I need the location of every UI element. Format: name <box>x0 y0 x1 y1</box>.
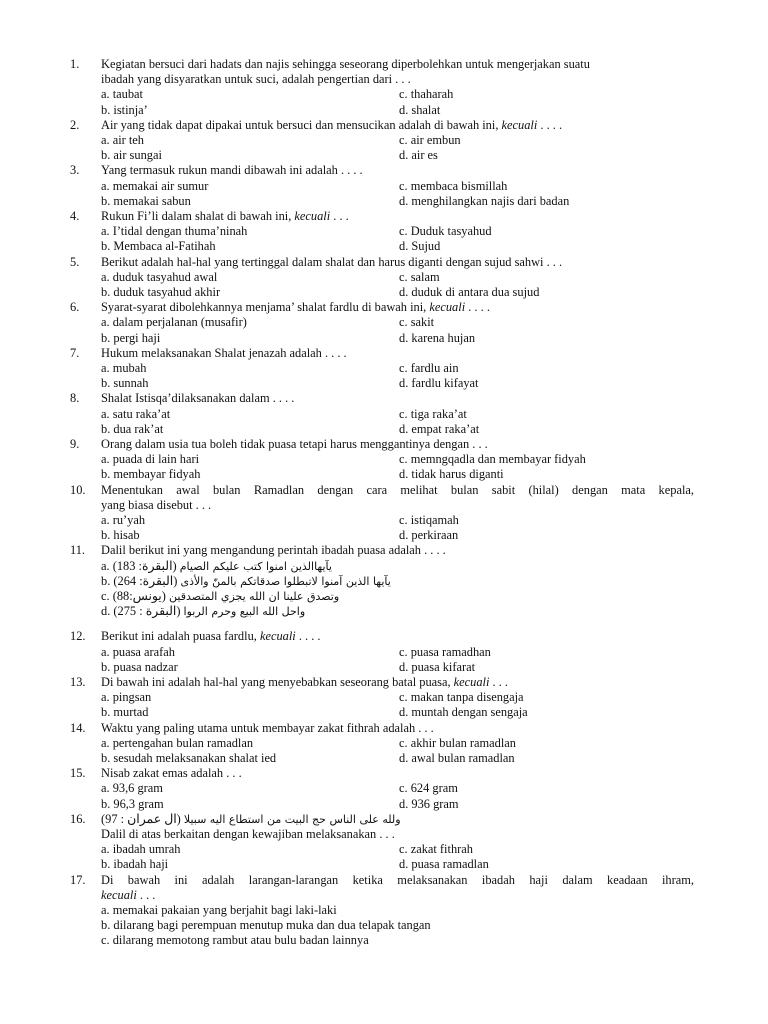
answer-option: d. karena hujan <box>399 330 476 345</box>
question-text-part: Dalil berikut ini yang mengandung perintah ibadah puasa adalah . . . . <box>101 543 446 558</box>
verse-reference: c. (88:يونس) <box>101 589 169 603</box>
answer-option: b. sunnah <box>101 376 149 391</box>
question-text <box>101 766 242 781</box>
question-text <box>101 72 411 87</box>
question-text-part: yang biasa disebut . . . <box>101 497 212 512</box>
question-text-part: Shalat Istisqa’dilaksanakan dalam . . . . <box>101 391 295 406</box>
verse-reference: d. (275 : البقرة) <box>101 604 184 619</box>
question-ellipsis: . . . <box>330 209 349 223</box>
question-number: 8. <box>70 391 80 406</box>
question-text <box>101 888 155 903</box>
answer-option: d. puasa ramadlan <box>399 857 489 872</box>
question-ellipsis: . . . . <box>537 117 563 132</box>
kecuali-emphasis: kecuali <box>453 675 490 689</box>
answer-option: c. memngqadla dan membayar fidyah <box>399 452 586 467</box>
verse-reference: a. (183 :البقرة) <box>101 558 180 573</box>
kecuali-emphasis: kecuali <box>429 300 466 315</box>
question-number: 11. <box>70 543 86 558</box>
question-text <box>101 255 562 270</box>
answer-option: b. ibadah haji <box>101 857 169 872</box>
question-text <box>101 163 363 178</box>
answer-option: c. salam <box>399 269 440 284</box>
question-number: 1. <box>70 57 80 71</box>
answer-option: d. puasa kifarat <box>399 659 476 674</box>
answer-option: c. makan tanpa disengaja <box>399 690 524 705</box>
question-text <box>101 827 395 842</box>
answer-option: b. dua rak’at <box>101 421 164 436</box>
answer-option: c. zakat fithrah <box>399 842 473 857</box>
answer-option: a. taubat <box>101 87 143 102</box>
arabic-verse: وتصدق علينا ان الله يجزي المتصدقين <box>169 590 340 603</box>
arabic-verse: يآيها الذين آمنوا لاتبطلوا صدقاتكم بالمنّ والأذى <box>180 574 391 588</box>
answer-option: d. 936 gram <box>399 796 459 811</box>
question-number: 10. <box>70 482 86 497</box>
question-ellipsis: . . . . <box>465 300 490 315</box>
question-text <box>101 543 446 558</box>
arabic-verse: يآيهاالذين امنوا كتب عليكم الصيام <box>179 559 332 573</box>
question-ellipsis: . . . <box>136 887 156 902</box>
answer-option: b. duduk tasyahud akhir <box>101 285 221 299</box>
answer-option: a. satu raka’at <box>101 406 171 421</box>
question-number: 16. <box>70 811 86 826</box>
answer-option: c. puasa ramadhan <box>399 644 491 659</box>
answer-option: a. dalam perjalanan (musafir) <box>101 315 247 330</box>
question-text <box>101 873 694 888</box>
answer-option: b. membayar fidyah <box>101 467 201 482</box>
question-text <box>101 57 590 72</box>
verse-reference: (97 : ال عمران) <box>101 811 184 826</box>
answer-option: a. puasa arafah <box>101 644 175 659</box>
question-number: 2. <box>70 117 80 132</box>
answer-option: d. Sujud <box>399 239 441 254</box>
question-number: 17. <box>70 872 86 887</box>
answer-option: a. mubah <box>101 361 147 375</box>
answer-option: d. menghilangkan najis dari badan <box>399 193 570 208</box>
question-ellipsis: . . . <box>489 675 509 689</box>
question-text <box>101 437 488 452</box>
question-text <box>101 300 490 315</box>
answer-option: a. pingsan <box>101 690 152 705</box>
answer-option: b. 96,3 gram <box>101 796 164 811</box>
answer-option: b. sesudah melaksanakan shalat ied <box>101 751 277 765</box>
kecuali-emphasis: kecuali <box>259 629 296 644</box>
answer-option: b. dilarang bagi perempuan menutup muka dan dua telapak tangan <box>101 918 431 933</box>
answer-option <box>101 589 339 604</box>
question-text <box>101 118 562 133</box>
answer-option: d. muntah dengan sengaja <box>399 705 528 720</box>
question-number: 9. <box>70 437 80 451</box>
answer-option: c. dilarang memotong rambut atau bulu badan lainnya <box>101 933 369 948</box>
question-text-part: Menentukan awal bulan Ramadlan dengan cara melihat bulan sabit (hilal) dengan mata kepala, <box>101 482 694 497</box>
answer-option: b. istinja’ <box>101 102 148 117</box>
answer-option: d. air es <box>399 148 438 163</box>
answer-option: d. shalat <box>399 102 441 117</box>
answer-option: c. air embun <box>399 133 461 147</box>
arabic-verse-line <box>101 812 401 827</box>
question-text-part: Di bawah ini adalah hal-hal yang menyebabkan seseorang batal puasa, <box>101 675 454 689</box>
answer-option: c. sakit <box>399 315 435 330</box>
arabic-verse: ولله على الناس حج البيت من استطاع اليه سبيلا <box>183 812 401 826</box>
answer-option: b. murtad <box>101 705 149 720</box>
answer-option: c. tiga raka’at <box>399 406 467 421</box>
answer-option <box>101 559 332 574</box>
kecuali-emphasis: kecuali <box>101 887 137 902</box>
answer-option: c. Duduk tasyahud <box>399 224 492 239</box>
question-text <box>101 721 434 736</box>
question-text-part: Nisab zakat emas adalah . . . <box>101 766 242 781</box>
answer-option <box>101 604 305 619</box>
question-text-part: Hukum melaksanakan Shalat jenazah adalah . . . . <box>101 345 347 360</box>
answer-option: d. duduk di antara dua sujud <box>399 285 540 299</box>
question-number: 5. <box>70 254 80 269</box>
question-number: 15. <box>70 766 86 781</box>
question-text-part: Di bawah ini adalah larangan-larangan ketika melaksanakan ibadah haji dalam keadaan ihram, <box>101 872 694 887</box>
answer-option: a. puada di lain hari <box>101 452 200 467</box>
question-text <box>101 629 321 644</box>
question-text-part: Kegiatan bersuci dari hadats dan najis sehingga seseorang diperbolehkan untuk mengerjakan suatu <box>101 57 590 71</box>
question-number: 7. <box>70 345 80 360</box>
question-text-part: Orang dalam usia tua boleh tidak puasa tetapi harus menggantinya dengan . . . <box>101 437 488 451</box>
answer-option: b. puasa nadzar <box>101 659 178 674</box>
question-text <box>101 483 694 498</box>
question-text <box>101 498 211 513</box>
answer-option: c. fardlu ain <box>399 361 459 375</box>
kecuali-emphasis: kecuali <box>501 117 538 132</box>
question-number: 13. <box>70 675 86 689</box>
question-text-part: Air yang tidak dapat dipakai untuk bersuci dan mensucikan adalah di bawah ini, <box>101 117 502 132</box>
verse-reference: b. (264 :البقرة) <box>101 573 181 588</box>
answer-option: b. hisab <box>101 528 140 543</box>
answer-option: c. thaharah <box>399 87 454 102</box>
answer-option: d. tidak harus diganti <box>399 467 504 482</box>
arabic-verse: واحل الله البيع وحرم الربوا <box>183 605 306 619</box>
question-text-part: Berikut ini adalah puasa fardlu, <box>101 629 260 644</box>
question-number: 12. <box>70 629 86 644</box>
question-number: 14. <box>70 720 86 735</box>
answer-option: d. perkiraan <box>399 528 459 543</box>
answer-option: d. awal bulan ramadlan <box>399 751 515 765</box>
question-text-part: Rukun Fi’li dalam shalat di bawah ini, <box>101 209 295 223</box>
question-text-part: Berikut adalah hal-hal yang tertinggal dalam shalat dan harus diganti dengan sujud sahwi . . . <box>101 254 563 269</box>
answer-option: c. akhir bulan ramadlan <box>399 735 516 750</box>
answer-option: b. pergi haji <box>101 330 161 345</box>
question-ellipsis: . . . . <box>295 629 321 644</box>
answer-option: b. Membaca al-Fatihah <box>101 239 216 254</box>
answer-option: c. membaca bismillah <box>399 178 508 193</box>
question-text <box>101 209 349 224</box>
question-text <box>101 346 347 361</box>
question-text-part: Yang termasuk rukun mandi dibawah ini adalah . . . . <box>101 163 363 178</box>
answer-option: d. fardlu kifayat <box>399 376 479 391</box>
question-text <box>101 391 294 406</box>
answer-option: a. memakai pakaian yang berjahit bagi laki-laki <box>101 903 337 917</box>
question-text-part: Dalil di atas berkaitan dengan kewajiban melaksanakan . . . <box>101 827 395 841</box>
kecuali-emphasis: kecuali <box>294 209 331 223</box>
question-text-part: Waktu yang paling utama untuk membayar zakat fithrah adalah . . . <box>101 720 434 735</box>
question-number: 6. <box>70 300 80 315</box>
question-number: 3. <box>70 163 80 178</box>
question-number: 4. <box>70 209 80 223</box>
answer-option: a. I’tidal dengan thuma’ninah <box>101 224 248 239</box>
answer-option: a. pertengahan bulan ramadlan <box>101 735 254 750</box>
answer-option <box>101 574 391 589</box>
answer-option: c. 624 gram <box>399 781 458 796</box>
answer-option: a. air teh <box>101 133 144 147</box>
question-text-part: ibadah yang disyaratkan untuk suci, adalah pengertian dari . . . <box>101 72 411 87</box>
answer-option: a. memakai air sumur <box>101 178 209 193</box>
answer-option: b. air sungai <box>101 148 162 163</box>
question-text <box>101 675 508 690</box>
answer-option: c. istiqamah <box>399 513 459 527</box>
answer-option: a. duduk tasyahud awal <box>101 269 218 284</box>
answer-option: a. ibadah umrah <box>101 842 181 857</box>
answer-option: a. ru’yah <box>101 513 146 527</box>
question-text-part: Syarat-syarat dibolehkannya menjama’ shalat fardlu di bawah ini, <box>101 300 430 315</box>
answer-option: d. empat raka’at <box>399 421 480 436</box>
answer-option: b. memakai sabun <box>101 193 191 208</box>
answer-option: a. 93,6 gram <box>101 781 163 796</box>
